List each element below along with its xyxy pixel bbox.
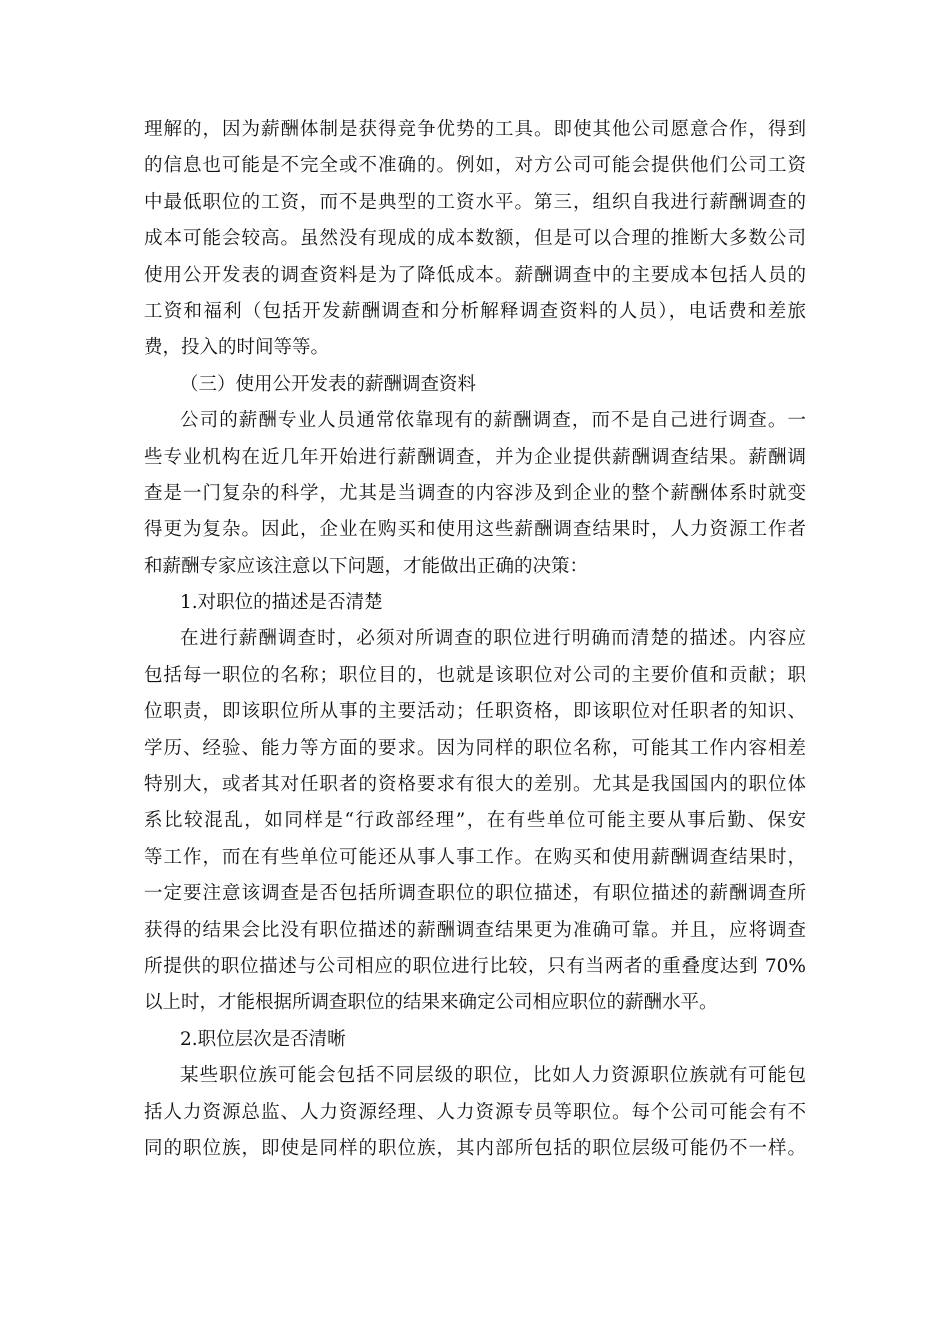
text-line: 括人力资源总监、人力资源经理、人力资源专员等职位。每个公司可能会有不 [144, 1101, 806, 1123]
text-line: 同的职位族，即使是同样的职位族，其内部所包括的职位层级可能仍不一样。 [144, 1137, 806, 1159]
paragraph-continuation [144, 112, 806, 367]
section-heading [144, 367, 806, 403]
text-line: 费，投入的时间等等。 [144, 337, 330, 359]
text-line: 所提供的职位描述与公司相应的职位进行比较，只有当两者的重叠度达到 70% [144, 955, 806, 977]
subsection-heading [144, 1022, 806, 1058]
text-line: 一定要注意该调查是否包括所调查职位的职位描述，有职位描述的薪酬调查所 [144, 883, 806, 905]
text-line: 位职责，即该职位所从事的主要活动；任职资格，即该职位对任职者的知识、 [144, 701, 806, 723]
heading-text: 2.职位层次是否清晰 [180, 1028, 346, 1050]
paragraph [144, 403, 806, 585]
heading-text: （三）使用公开发表的薪酬调查资料 [180, 373, 477, 395]
text-line: 某些职位族可能会包括不同层级的职位，比如人力资源职位族就有可能包 [180, 1065, 806, 1087]
paragraph [144, 621, 806, 1021]
text-line: 理解的，因为薪酬体制是获得竞争优势的工具。即使其他公司愿意合作，得到 [144, 119, 806, 140]
text-line: 查是一门复杂的科学，尤其是当调查的内容涉及到企业的整个薪酬体系时就变 [144, 482, 806, 504]
text-line: 的信息也可能是不完全或不准确的。例如，对方公司可能会提供他们公司工资 [144, 155, 806, 177]
text-line: 使用公开发表的调查资料是为了降低成本。薪酬调查中的主要成本包括人员的 [144, 264, 806, 286]
heading-text: 1.对职位的描述是否清楚 [180, 592, 383, 614]
text-line: 获得的结果会比没有职位描述的薪酬调查结果更为准确可靠。并且，应将调查 [144, 919, 806, 941]
text-line: 些专业机构在近几年开始进行薪酬调查，并为企业提供薪酬调查结果。薪酬调 [144, 446, 806, 468]
text-line: 等工作，而在有些单位可能还从事人事工作。在购买和使用薪酬调查结果时， [144, 846, 806, 868]
text-line: 特别大，或者其对任职者的资格要求有很大的差别。尤其是我国国内的职位体 [144, 774, 806, 796]
text-line: 工资和福利（包括开发薪酬调查和分析解释调查资料的人员），电话费和差旅 [144, 300, 806, 322]
text-line: 系比较混乱，如同样是“行政部经理”，在有些单位可能主要从事后勤、保安 [144, 810, 806, 832]
text-line: 以上时，才能根据所调查职位的结果来确定公司相应职位的薪酬水平。 [144, 992, 718, 1014]
subsection-heading [144, 585, 806, 621]
text-line: 中最低职位的工资，而不是典型的工资水平。第三，组织自我进行薪酬调查的 [144, 191, 806, 213]
text-line: 包括每一职位的名称；职位目的，也就是该职位对公司的主要价值和贡献；职 [144, 664, 806, 686]
text-line: 在进行薪酬调查时，必须对所调查的职位进行明确而清楚的描述。内容应 [180, 628, 806, 650]
text-line: 学历、经验、能力等方面的要求。因为同样的职位名称，可能其工作内容相差 [144, 737, 806, 759]
document-page [144, 112, 806, 1167]
text-line: 公司的薪酬专业人员通常依靠现有的薪酬调查，而不是自己进行调查。一 [180, 410, 806, 432]
text-line: 和薪酬专家应该注意以下问题，才能做出正确的决策： [144, 555, 589, 577]
text-line: 得更为复杂。因此，企业在购买和使用这些薪酬调查结果时，人力资源工作者 [144, 519, 806, 541]
text-line: 成本可能会较高。虽然没有现成的成本数额，但是可以合理的推断大多数公司 [144, 228, 806, 250]
paragraph [144, 1058, 806, 1167]
